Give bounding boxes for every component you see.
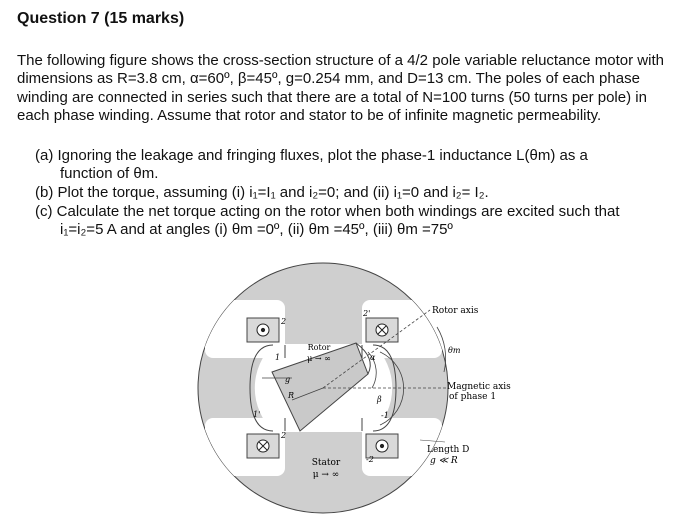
part-a-line1: (a) Ignoring the leakage and fringing fluxes, plot the phase-1 inductance L(θm) as a bbox=[35, 147, 588, 164]
question-title: Question 7 (15 marks) bbox=[17, 10, 185, 27]
g-condition-label: g ≪ R bbox=[430, 456, 458, 466]
part-c-line1: (c) Calculate the net torque acting on the rotor when both windings are excited such that bbox=[35, 203, 620, 220]
stator-mu: μ → ∞ bbox=[312, 470, 340, 480]
part-c-line2: i₁=i₂=5 A and at angles (i) θm =0º, (ii) θm =45º, (iii) θm =75º bbox=[60, 221, 453, 239]
coil-label-1: 1 bbox=[275, 353, 281, 362]
question-intro: The following figure shows the cross-section structure of a 4/2 pole variable reluctance motor with dimensions as R=3.8 cm, α=60º, β=45º, g=0.254 mm, and D=13 cm. The poles of each phase winding are connected in series such that there are a total of N=100 turns (50 turns per pole) in each phase winding. Assume that rotor and stator to be of infinite magnetic permeability. bbox=[17, 52, 664, 125]
stator-label: Stator bbox=[311, 458, 341, 468]
rotor-label: Rotor bbox=[307, 343, 331, 352]
r-label: R bbox=[288, 391, 295, 400]
coil-label-neg1: -1 bbox=[381, 411, 389, 420]
theta-m-label: θm bbox=[448, 346, 461, 355]
coil-label-2: 2 bbox=[281, 317, 287, 326]
coil-label-2-lower: 2 bbox=[281, 431, 287, 440]
magnetic-axis-label-line1: Magnetic axis bbox=[447, 382, 511, 392]
length-label: Length D bbox=[427, 445, 470, 455]
part-b: (b) Plot the torque, assuming (i) i₁=I₁ and i₂=0; and (ii) i₁=0 and i₂= I₂. bbox=[35, 184, 489, 201]
alpha-label: α bbox=[370, 353, 376, 362]
magnetic-axis-label-line2: of phase 1 bbox=[449, 392, 497, 402]
part-a-line2: function of θm. bbox=[60, 165, 159, 183]
g-label: g bbox=[285, 375, 291, 384]
rotor-mu: μ → ∞ bbox=[307, 354, 331, 363]
coil-label-1-prime: 1' bbox=[253, 410, 261, 419]
coil-label-2-prime: 2' bbox=[363, 309, 371, 318]
beta-label: β bbox=[377, 395, 382, 404]
rotor-axis-label: Rotor axis bbox=[432, 306, 479, 316]
coil-label-neg2: -2 bbox=[366, 455, 374, 464]
